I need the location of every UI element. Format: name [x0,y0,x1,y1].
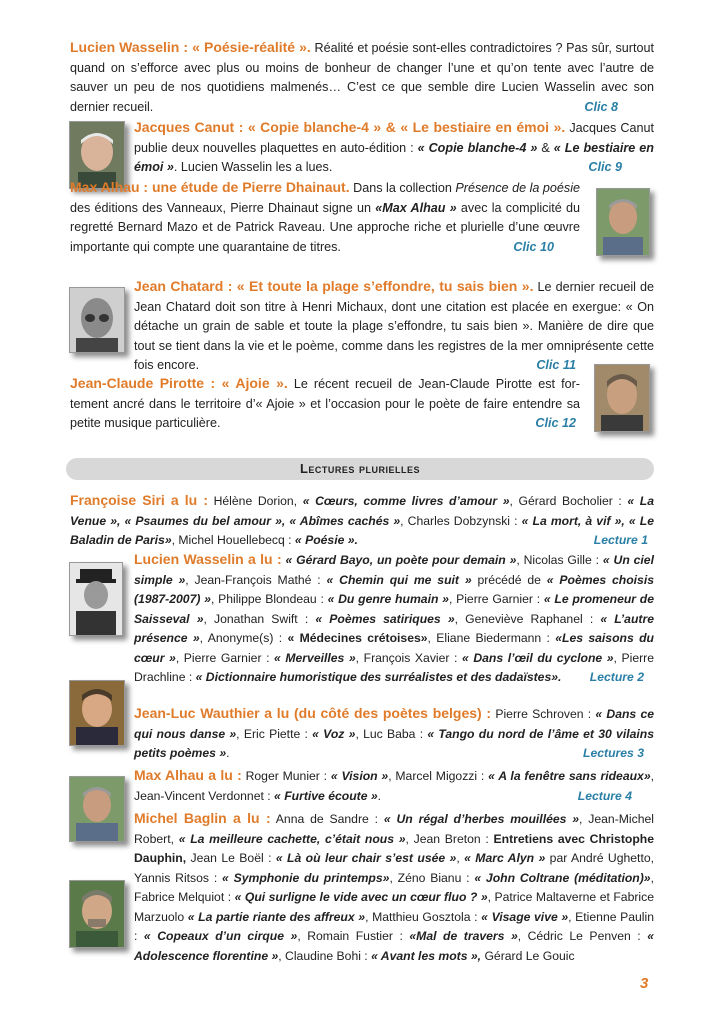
lecture-text: Roger Munier : « Vision », Marcel Migozzi : « A la fenêtre sans rideaux», Jean-Vincent Verdonnet : « Furtive écoute ». [134,769,654,803]
clic-link[interactable]: Clic 8 [584,99,618,114]
entry-text: Le dernier recueil de Jean Chatard doit son titre à Henri Michaux, dont une citation est placée en exergue: « On détache un grain de sable et toute la plage s’effondre, tu sais bien ». Manière de dire que tout se tient dans la vie et le poème, comme dans les registres de la mer omniprésente cette fois encore. [134,280,654,372]
lecture-wauthier [134,704,654,764]
portrait-photo [69,562,123,636]
clic-link[interactable]: Clic 9 [588,160,622,174]
book-title: « Le bestiaire en émoi » [134,140,654,174]
entry-pirotte [70,374,580,434]
lecture-alhau [134,766,654,806]
entry-canut [134,118,654,178]
lecture-link[interactable]: Lecture 4 [577,788,632,803]
page-number: 3 [640,975,649,992]
clic-link[interactable]: Clic 10 [513,239,554,254]
lecture-text: Pierre Schroven : « Dans ce qui nous danse », Eric Piette : « Voz », Luc Baba : « Tango du nord de l’âme et 30 vilains petits poèmes ». [134,707,654,760]
lecture-text: Anna de Sandre : « Un régal d’herbes mouillées », Jean-Michel Robert, « La meilleure cachette, c’était nous », Jean Breton : Entretiens avec Christophe Dauphin, Jean Le Boël : « Là où leur chair s’est usée », « Marc Alyn » par André Ughetto, Yannis Ritsos : « Symphonie du printemps», Zéno Bianu : « John Coltrane (méditation)», Fabrice Melquiot : « Qui surligne le vide avec un cœur fluo ? », Patrice Maltaverne et Fabrice Marzuolo « La partie riante des affreux », Matthieu Gosztola : « Visage vive », Etienne Paulin : « Copeaux d’un cirque », Romain Fustier : «Mal de travers », Cédric Le Penven : « Adolescence florentine », Claudine Bohi : « Avant les mots », Gérard Le Gouic [134,812,654,963]
entry-heading: Lucien Wasselin : « Poésie-réalité ». [70,39,311,55]
lecture-text: « Gérard Bayo, un poète pour demain », Nicolas Gille : « Un ciel simple », Jean-François Mathé : « Chemin qui me suit » précédé de « Poèmes choisis (1987-2007) », Philippe Blondeau : « Du genre humain », Pierre Garnier : « Le promeneur de Saisseval », Jonathan Swift : « Poèmes satiriques », Geneviève Raphanel : « L’autre présence », Anonyme(s) : « Médecines crétoises», Eliane Biedermann : «Les saisons du cœur », Pierre Garnier : « Merveilles », François Xavier : « Dans l’œil du cyclone », Pierre Drachline : « Dictionnaire humoristique des surréalistes et des dadaïstes». [134,553,655,684]
entry-text: des éditions des Vanneaux, Pierre Dhainaut signe un [70,200,376,215]
lecture-text: Hélène Dorion, « Cœurs, comme livres d’amour », Gérard Bocholier : « La Venue », « Psaumes du bel amour », « Abîmes cachés », Charles Dobzynski : « La mort, à vif », « Le Baladin de Paris», Michel Houellebecq : « Poésie ». [70,494,655,547]
portrait-photo [69,880,125,948]
lecture-heading: Max Alhau a lu : [134,767,242,783]
entry-chatard [134,277,654,376]
lecture-link[interactable]: Lectures 3 [583,746,644,760]
entry-text: Réalité et poésie sont-elles contradictoires ? Pas sûr, surtout quand on s’efforce avec plus ou moins de bonheur de changer l’une et qu’on tente avec l’autre de sauver un peu de nos quotidiens malmenés… C’est ce que semble dire Lucien Wasselin avec son dernier recueil. [70,41,654,114]
portrait-photo [69,287,125,353]
entry-text: & [537,140,554,155]
entry-text: Le récent recueil de Jean-Claude Pirotte est fortement ancré dans le territoire d’« Ajoie » et l’occasion pour le poète de faire entendre sa petite musique particulière. [70,377,580,430]
book-title: «Max Alhau » [375,200,457,215]
section-banner: Lectures plurielles [66,458,654,480]
entry-heading: Jean-Claude Pirotte : « Ajoie ». [70,375,288,391]
lecture-baglin [134,809,654,966]
lecture-link[interactable]: Lecture 1 [593,533,648,547]
entry-heading: Jacques Canut : « Copie blanche-4 » & « Le bestiaire en émoi ». [134,119,566,135]
entry-text: Présence de la poésie [455,181,581,195]
lecture-link[interactable]: Lecture 2 [589,670,644,684]
portrait-photo [594,364,650,432]
entry-heading: Jean Chatard : « Et toute la plage s’effondre, tu sais bien ». [134,278,534,294]
portrait-photo [69,680,125,746]
entry-text: Jacques Canut publie deux nouvelles plaquettes en auto-édition : [134,121,655,155]
lecture-heading: Françoise Siri a lu : [70,492,208,508]
entry-text: . Lucien Wasselin les a lues. [173,160,333,174]
clic-link[interactable]: Clic 12 [535,416,576,430]
entry-text: avec la complicité du regretté Bernard Mazo et de Patrick Raveau. Une approche riche et plurielle d’une œuvre importante qui compte une quarantaine de titres. [70,200,580,254]
portrait-photo [596,188,650,256]
lecture-heading: Jean-Luc Wauthier a lu (du côté des poètes belges) : [134,705,492,721]
entry-wasselin [70,38,654,117]
lecture-wasselin [134,550,654,688]
portrait-photo [69,776,125,842]
entry-alhau [70,178,580,257]
entry-text: Dans la collection [349,181,456,195]
lecture-siri [70,491,654,551]
lecture-heading: Michel Baglin a lu : [134,810,271,826]
clic-link[interactable]: Clic 11 [536,358,576,372]
entry-heading: Max Alhau : une étude de Pierre Dhainaut. [70,179,350,195]
book-title: « Copie blanche-4 » [417,140,538,155]
lecture-heading: Lucien Wasselin a lu : [134,551,282,567]
